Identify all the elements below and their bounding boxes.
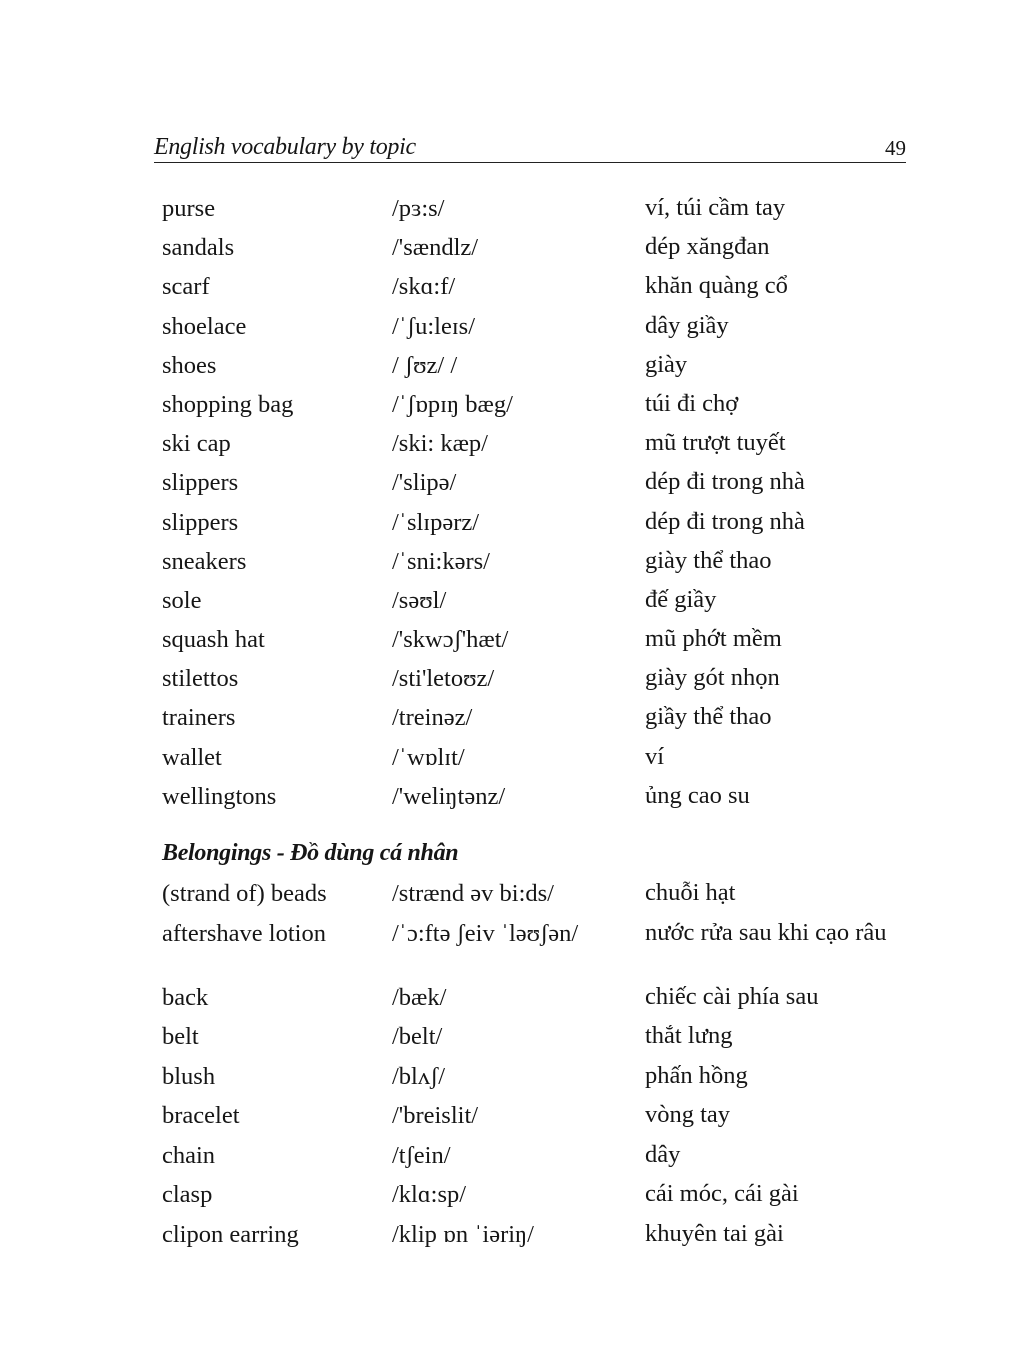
vocab-term: sole [162, 586, 202, 614]
vocab-term: scarf [162, 273, 210, 301]
vocab-meaning: mũ phớt mềm [645, 625, 782, 653]
vocab-meaning: phấn hồng [645, 1061, 748, 1089]
vocab-term: wallet [162, 743, 222, 771]
vocab-term: wellingtons [162, 782, 277, 810]
vocab-row [162, 192, 922, 231]
vocab-meaning: nước rửa sau khi cạo râu [645, 918, 887, 946]
vocab-meaning: khuyên tai gài [645, 1219, 784, 1247]
vocab-pronunciation: /pɜ:s/ [392, 195, 445, 222]
vocab-row [162, 917, 922, 981]
vocab-row [162, 1178, 922, 1218]
vocab-row [162, 741, 922, 780]
vocab-row [162, 981, 922, 1021]
vocab-meaning: dép đi trong nhà [645, 507, 805, 535]
vocab-row [162, 877, 922, 917]
vocab-meaning: giày gót nhọn [645, 664, 780, 692]
vocab-term: shopping bag [162, 390, 294, 418]
vocab-term: clasp [162, 1181, 213, 1208]
vocab-row [162, 780, 922, 819]
vocab-term: squash hat [162, 626, 265, 654]
vocab-pronunciation: /treinəz/ [392, 704, 473, 732]
vocab-meaning: khăn quàng cổ [645, 272, 788, 300]
vocab-row [162, 310, 922, 349]
vocab-term: stilettos [162, 665, 239, 693]
vocab-term: sneakers [162, 547, 247, 575]
vocab-row [162, 388, 922, 427]
vocab-term: chain [162, 1141, 216, 1169]
vocab-pronunciation: /səʊl/ [392, 586, 447, 614]
vocab-term: (strand of) beads [162, 880, 327, 907]
vocabulary-list-accessories [162, 192, 922, 819]
vocab-row [162, 506, 922, 545]
vocab-pronunciation: /ˈwɒlɪt/ [392, 743, 465, 771]
vocab-meaning: mũ trượt tuyết [645, 429, 786, 457]
vocab-row [162, 349, 922, 388]
vocab-pronunciation: /'sændlz/ [392, 234, 479, 262]
vocab-row [162, 701, 922, 740]
running-title: English vocabulary by topic [154, 134, 416, 160]
vocab-meaning: túi đi chợ [645, 389, 739, 417]
vocab-term: trainers [162, 704, 236, 732]
vocab-meaning: cái móc, cái gài [645, 1180, 799, 1207]
vocab-meaning: dép xăngđan [645, 233, 770, 261]
vocab-pronunciation: /ˈʃu:leɪs/ [392, 312, 476, 340]
vocab-pronunciation: /klip ɒn ˈiəriŋ/ [392, 1220, 534, 1248]
vocab-pronunciation: /tʃein/ [392, 1141, 451, 1169]
vocab-row [162, 545, 922, 584]
section-heading: Belongings - Đồ dùng cá nhân [162, 840, 459, 866]
vocab-meaning: dây giầy [645, 311, 729, 339]
vocab-term: slippers [162, 469, 239, 497]
vocab-term: ski cap [162, 430, 231, 458]
vocab-pronunciation: /belt/ [392, 1023, 443, 1050]
vocab-pronunciation: /klɑ:sp/ [392, 1181, 467, 1208]
vocab-row [162, 1060, 922, 1100]
vocab-term: purse [162, 195, 216, 222]
vocab-row [162, 270, 922, 309]
vocab-meaning: giày [645, 350, 688, 378]
vocab-term: aftershave lotion [162, 919, 326, 947]
vocab-term: back [162, 983, 209, 1011]
vocab-pronunciation: / ʃʊz/ / [392, 351, 458, 379]
vocab-row [162, 1099, 922, 1139]
vocab-pronunciation: /'skwɔʃ'hæt/ [392, 626, 509, 654]
vocab-term: shoes [162, 351, 217, 379]
vocab-term: bracelet [162, 1102, 240, 1129]
vocab-row [162, 662, 922, 701]
vocabulary-list-belongings [162, 877, 922, 1257]
vocab-term: clipon earring [162, 1220, 299, 1248]
vocab-meaning: ví, túi cầm tay [645, 194, 786, 221]
vocab-meaning: giầy thể thao [645, 703, 772, 731]
vocab-pronunciation: /strænd əv bi:ds/ [392, 880, 554, 907]
vocab-term: blush [162, 1062, 216, 1090]
vocab-meaning: dây [645, 1140, 681, 1168]
vocab-row [162, 466, 922, 505]
vocab-row [162, 623, 922, 662]
vocab-pronunciation: /sti'letoʊz/ [392, 665, 495, 693]
vocab-pronunciation: /ski: kæp/ [392, 430, 488, 458]
vocab-meaning: ủng cao su [645, 781, 750, 809]
vocab-meaning: vòng tay [645, 1101, 731, 1128]
vocab-row [162, 427, 922, 466]
vocab-row [162, 1139, 922, 1179]
vocab-meaning: đế giầy [645, 585, 717, 613]
vocab-pronunciation: /ˈsni:kərs/ [392, 547, 490, 575]
vocab-pronunciation: /ˈslɪpərz/ [392, 508, 480, 536]
vocab-row [162, 1218, 922, 1258]
vocab-meaning: chiếc cài phía sau [645, 982, 819, 1010]
page-number: 49 [885, 136, 906, 160]
vocab-meaning: dép đi trong nhà [645, 468, 805, 496]
vocab-meaning: thắt lưng [645, 1022, 733, 1049]
vocab-pronunciation: /skɑ:f/ [392, 273, 456, 301]
vocab-meaning: chuỗi hạt [645, 879, 736, 906]
vocab-term: shoelace [162, 312, 247, 340]
vocab-term: slippers [162, 508, 239, 536]
vocab-term: sandals [162, 234, 235, 262]
vocab-pronunciation: /ˈɔ:ftə ʃeiv ˈləʊʃən/ [392, 919, 579, 947]
vocab-pronunciation: /'slipə/ [392, 469, 457, 497]
vocab-pronunciation: /ˈʃɒpɪŋ bæg/ [392, 390, 513, 418]
vocab-meaning: ví [645, 742, 665, 770]
vocab-row [162, 1020, 922, 1060]
vocab-row [162, 231, 922, 270]
vocab-meaning: giày thể thao [645, 546, 772, 574]
vocab-pronunciation: /bæk/ [392, 983, 447, 1011]
vocab-pronunciation: /'weliŋtənz/ [392, 782, 506, 810]
vocab-pronunciation: /'breislit/ [392, 1102, 479, 1129]
vocab-term: belt [162, 1023, 199, 1050]
vocab-row [162, 584, 922, 623]
page-header [154, 130, 906, 163]
vocab-pronunciation: /blʌʃ/ [392, 1062, 446, 1090]
